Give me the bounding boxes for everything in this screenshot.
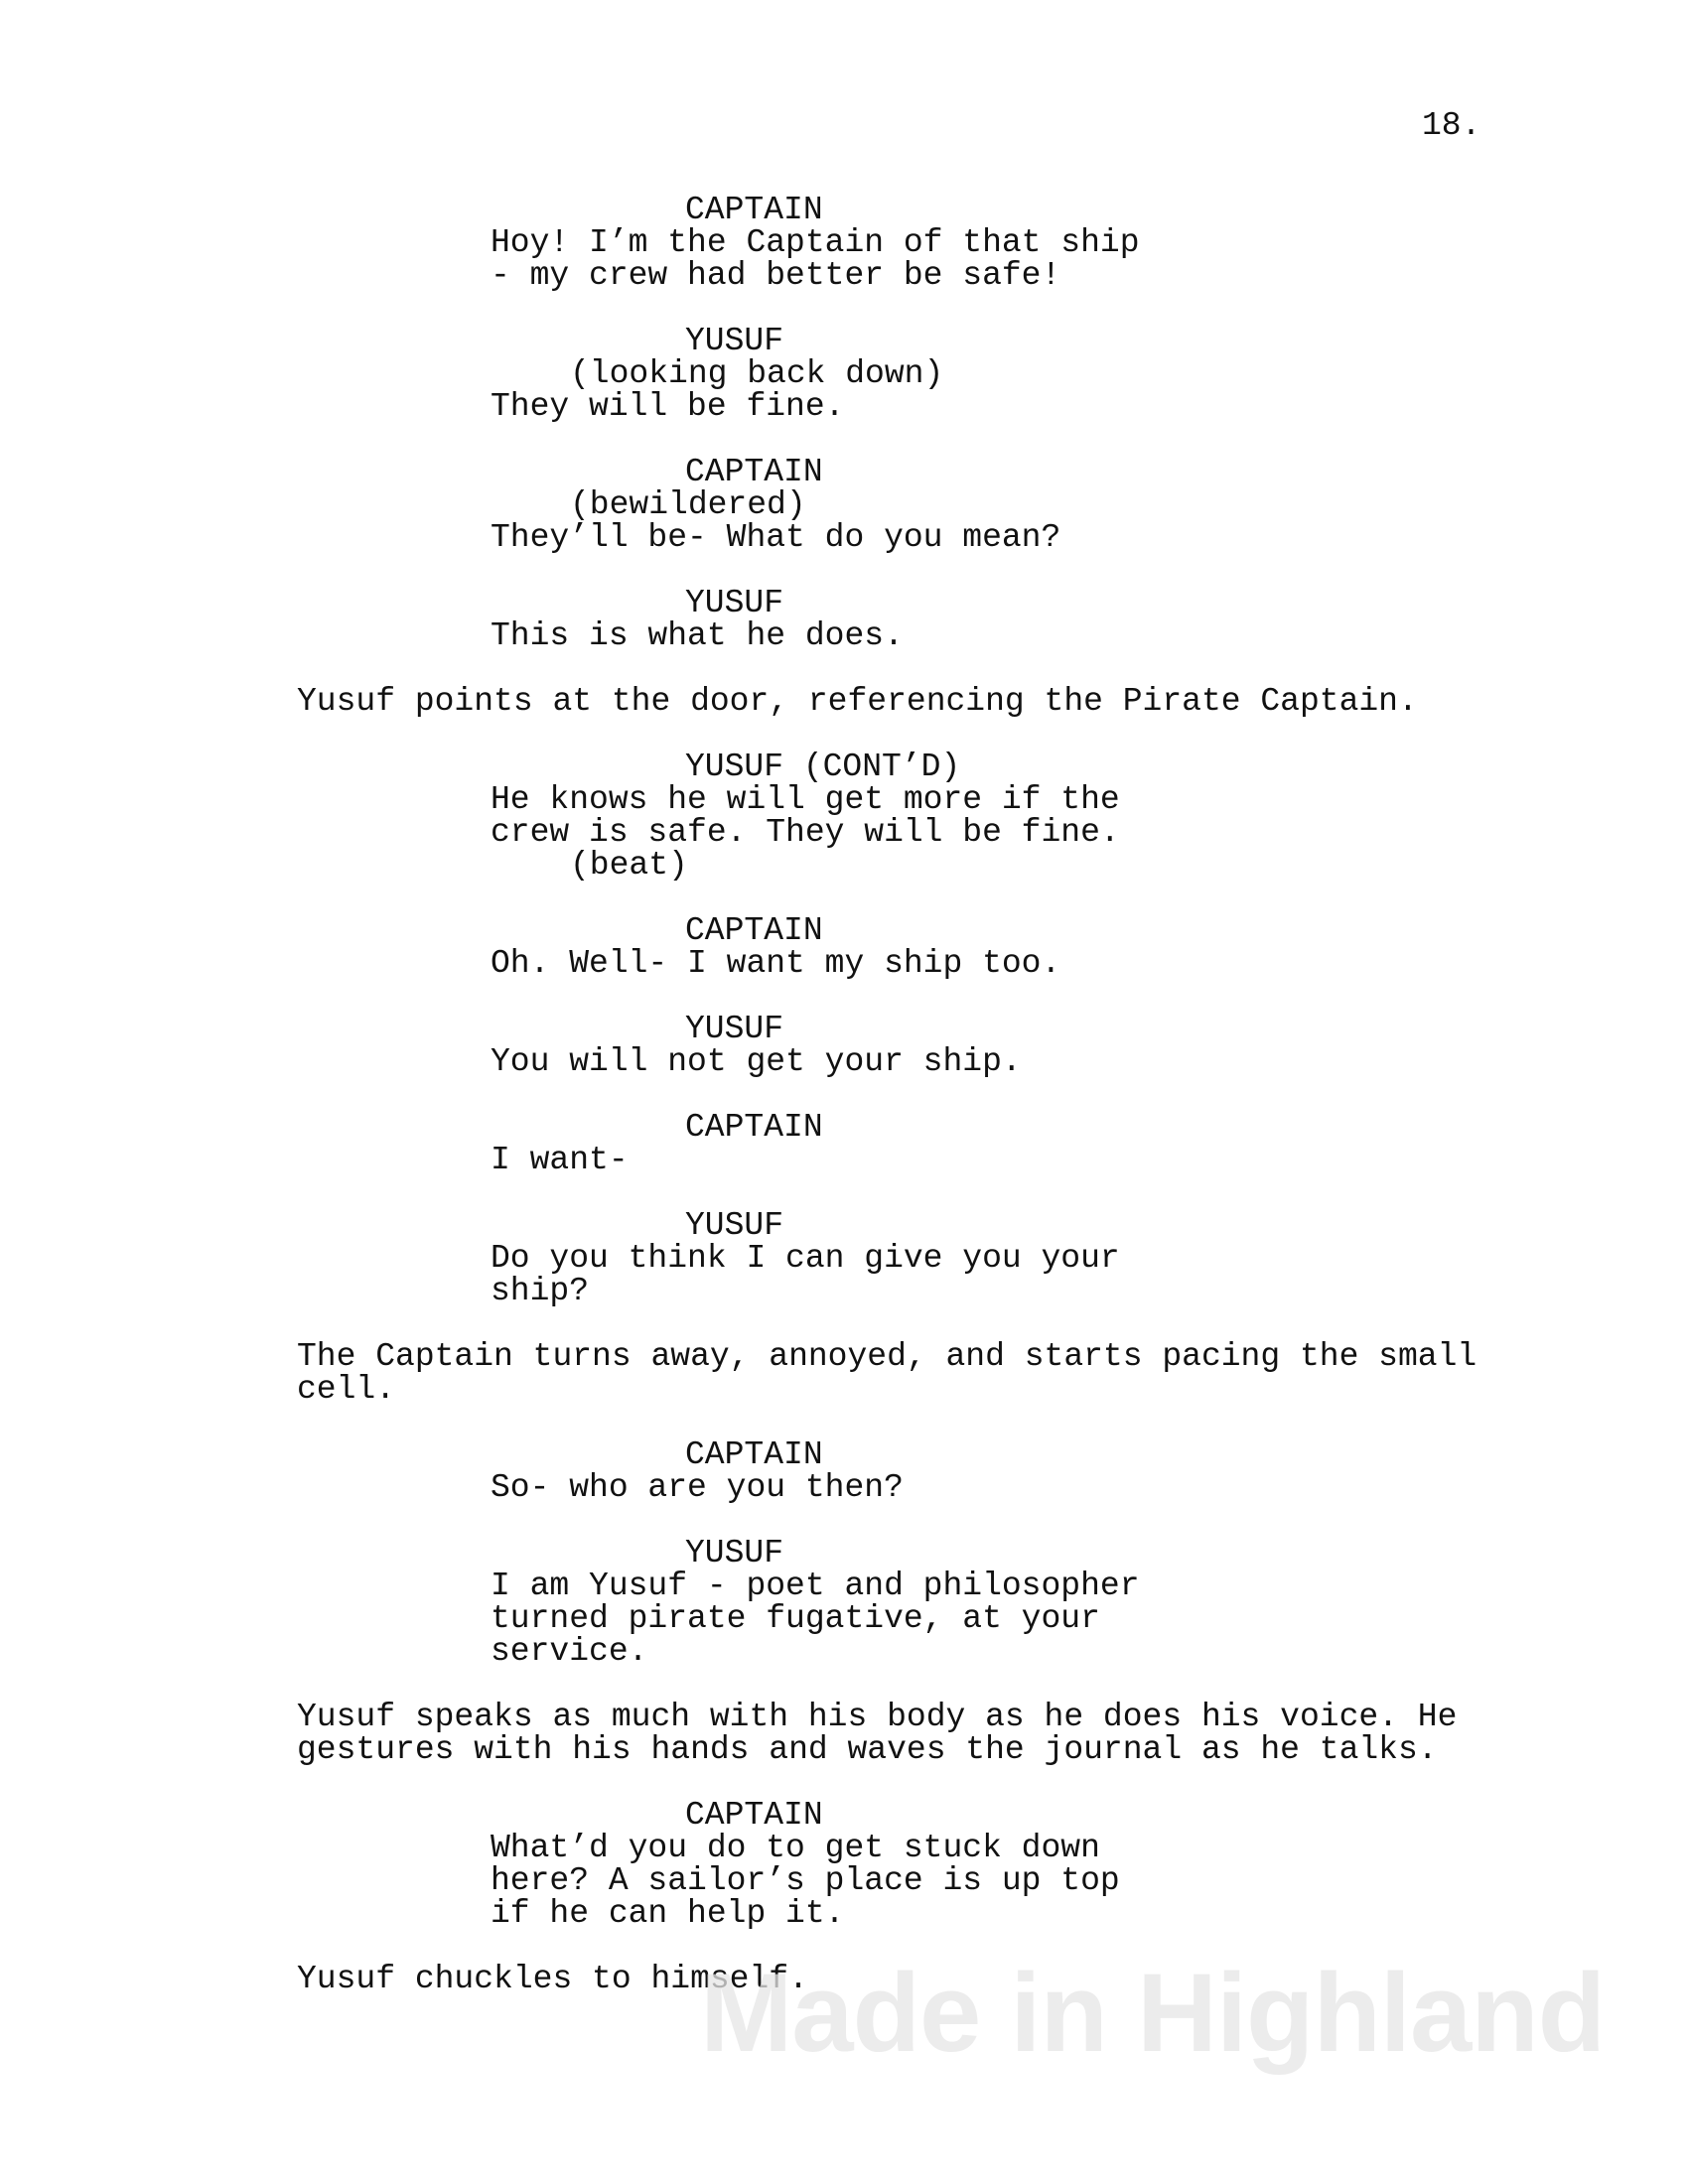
dialogue: service. bbox=[491, 1633, 648, 1670]
block-spacer bbox=[0, 1504, 1688, 1537]
character-cue: CAPTAIN bbox=[685, 912, 823, 949]
character-cue: YUSUF bbox=[685, 1207, 784, 1244]
character-cue: CAPTAIN bbox=[685, 1797, 823, 1834]
block-spacer bbox=[0, 1176, 1688, 1209]
block-spacer bbox=[0, 292, 1688, 325]
block-spacer bbox=[0, 423, 1688, 456]
character-cue: YUSUF bbox=[685, 1535, 784, 1571]
block-spacer bbox=[0, 718, 1688, 751]
dialogue: I am Yusuf - poet and philosopher bbox=[491, 1568, 1140, 1604]
action-line: Yusuf speaks as much with his body as he does his voice. He bbox=[297, 1699, 1458, 1735]
character-cue: YUSUF bbox=[685, 585, 784, 621]
block-spacer bbox=[0, 1078, 1688, 1111]
action-line: The Captain turns away, annoyed, and starts pacing the small bbox=[297, 1338, 1477, 1375]
block-spacer bbox=[0, 980, 1688, 1013]
character-cue: CAPTAIN bbox=[685, 454, 823, 490]
dialogue: They will be fine. bbox=[491, 388, 845, 425]
block-spacer bbox=[0, 882, 1688, 914]
dialogue: You will not get your ship. bbox=[491, 1043, 1022, 1080]
dialogue: He knows he will get more if the bbox=[491, 781, 1120, 818]
parenthetical: (beat) bbox=[570, 847, 688, 884]
character-cue: CAPTAIN bbox=[685, 1436, 823, 1473]
dialogue: Do you think I can give you your bbox=[491, 1240, 1120, 1277]
page-number: 18. bbox=[1422, 107, 1481, 144]
block-spacer bbox=[0, 1406, 1688, 1438]
character-cue: CAPTAIN bbox=[685, 192, 823, 228]
block-spacer bbox=[0, 1766, 1688, 1799]
dialogue: crew is safe. They will be fine. bbox=[491, 814, 1120, 851]
dialogue: - my crew had better be safe! bbox=[491, 257, 1061, 294]
dialogue: This is what he does. bbox=[491, 617, 904, 654]
action-line: Yusuf chuckles to himself. bbox=[297, 1961, 808, 1997]
block-spacer bbox=[0, 1307, 1688, 1340]
dialogue: They’ll be- What do you mean? bbox=[491, 519, 1061, 556]
parenthetical: (bewildered) bbox=[570, 486, 806, 523]
character-cue: YUSUF (CONT’D) bbox=[685, 749, 961, 785]
dialogue: So- who are you then? bbox=[491, 1469, 904, 1506]
parenthetical: (looking back down) bbox=[570, 355, 944, 392]
block-spacer bbox=[0, 652, 1688, 685]
character-cue: YUSUF bbox=[685, 323, 784, 359]
dialogue: ship? bbox=[491, 1273, 590, 1309]
dialogue: I want- bbox=[491, 1142, 629, 1178]
dialogue: turned pirate fugative, at your bbox=[491, 1600, 1100, 1637]
dialogue: here? A sailor’s place is up top bbox=[491, 1862, 1120, 1899]
dialogue: if he can help it. bbox=[491, 1895, 845, 1932]
character-cue: YUSUF bbox=[685, 1011, 784, 1047]
dialogue: Hoy! I’m the Captain of that ship bbox=[491, 224, 1140, 261]
character-cue: CAPTAIN bbox=[685, 1109, 823, 1146]
dialogue: Oh. Well- I want my ship too. bbox=[491, 945, 1061, 982]
screenplay-body bbox=[0, 194, 1688, 1995]
block-spacer bbox=[0, 554, 1688, 587]
dialogue: What’d you do to get stuck down bbox=[491, 1830, 1100, 1866]
watermark: Made in Highland bbox=[700, 1951, 1606, 2075]
action-line: gestures with his hands and waves the journal as he talks. bbox=[297, 1731, 1438, 1768]
block-spacer bbox=[0, 1668, 1688, 1701]
action-line: Yusuf points at the door, referencing the Pirate Captain. bbox=[297, 683, 1418, 720]
action-line: cell. bbox=[297, 1371, 396, 1408]
